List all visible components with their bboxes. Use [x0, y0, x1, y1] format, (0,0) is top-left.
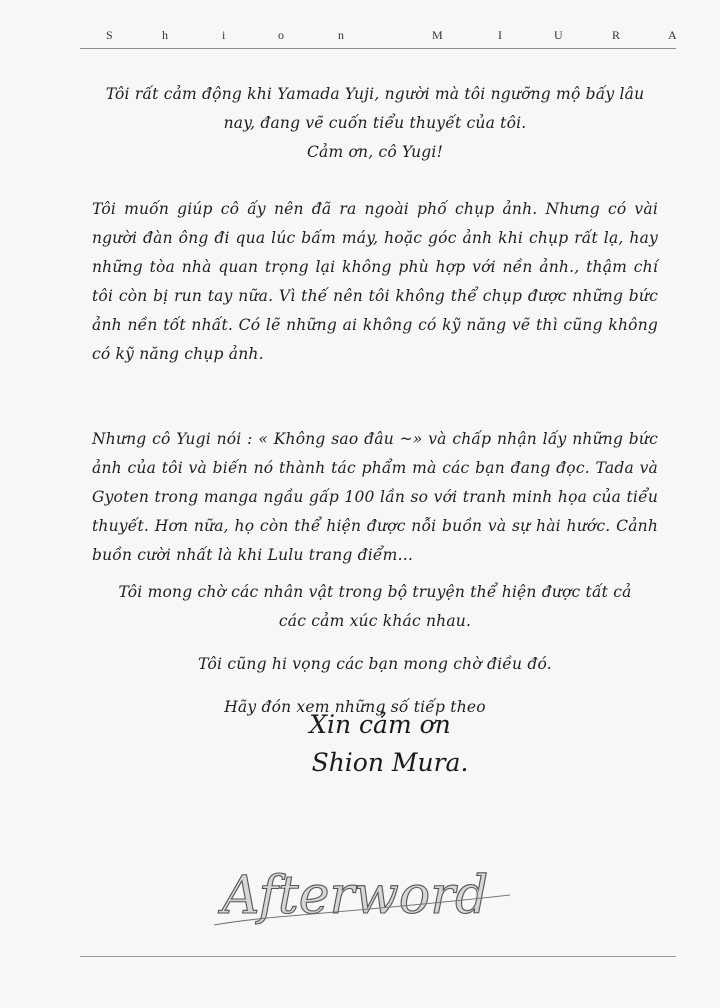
header-letter: A: [668, 28, 677, 42]
afterword-title-text: Afterword: [222, 866, 489, 926]
paragraph-characters: Tôi mong chờ các nhân vật trong bộ truyện thể hiện được tất cả các cảm xúc khác nhau.: [118, 583, 632, 630]
header-letter: i: [222, 28, 226, 42]
signoff-author: Shion Mura.: [311, 748, 469, 777]
paragraph-thanks-yugi: Cảm ơn, cô Yugi!: [306, 143, 443, 161]
header-letter: I: [498, 28, 502, 42]
signoff-thanks: Xin cảm ơn: [309, 710, 451, 739]
paragraph-photography: Tôi muốn giúp cô ấy nên đã ra ngoài phố chụp ảnh. Nhưng có vài người đàn ông đi qua lúc bấm máy, hoặc góc ảnh khi chụp rất lạ, hay những tòa nhà quan trọng lại không phù hợp với nền ảnh., thậm chí tôi còn bị run tay nữa. Vì thế nên tôi không thể chụp được những bức ảnh nền tốt nhất. Có lẽ những ai không có kỹ năng vẽ thì cũng không có kỹ năng chụp ảnh.: [92, 200, 658, 363]
afterword-script-title: [210, 855, 540, 945]
header-letter: S: [106, 28, 113, 42]
header-divider: [80, 48, 676, 49]
header-letter: M: [432, 28, 443, 42]
paragraph-hope: Tôi cũng hi vọng các bạn mong chờ điều đó.: [198, 655, 552, 673]
paragraph-manga: Nhưng cô Yugi nói : « Không sao đâu ~» và chấp nhận lấy những bức ảnh của tôi và biến nó thành tác phẩm mà các bạn đang đọc. Tada và Gyoten trong manga ngầu gấp 100 lần so với tranh minh họa của tiểu thuyết. Hơn nữa, họ còn thể hiện được nỗi buồn và sự hài hước. Cảnh buồn cười nhất là khi Lulu trang điểm…: [92, 430, 658, 564]
running-header: [80, 28, 676, 48]
header-letter: o: [278, 28, 284, 42]
header-letter: R: [612, 28, 621, 42]
header-letter: n: [338, 28, 344, 42]
paragraph-next-issues: Hãy đón xem những số tiếp theo: [224, 698, 486, 716]
header-author-name: [80, 28, 676, 44]
header-letter: U: [554, 28, 563, 42]
header-letter: h: [162, 28, 168, 42]
paragraph-intro: Tôi rất cảm động khi Yamada Yuji, người mà tôi ngưỡng mộ bấy lâu nay, đang vẽ cuốn tiểu thuyết của tôi.: [105, 85, 645, 132]
afterword-body: [92, 80, 658, 722]
footer-divider: [80, 956, 676, 957]
